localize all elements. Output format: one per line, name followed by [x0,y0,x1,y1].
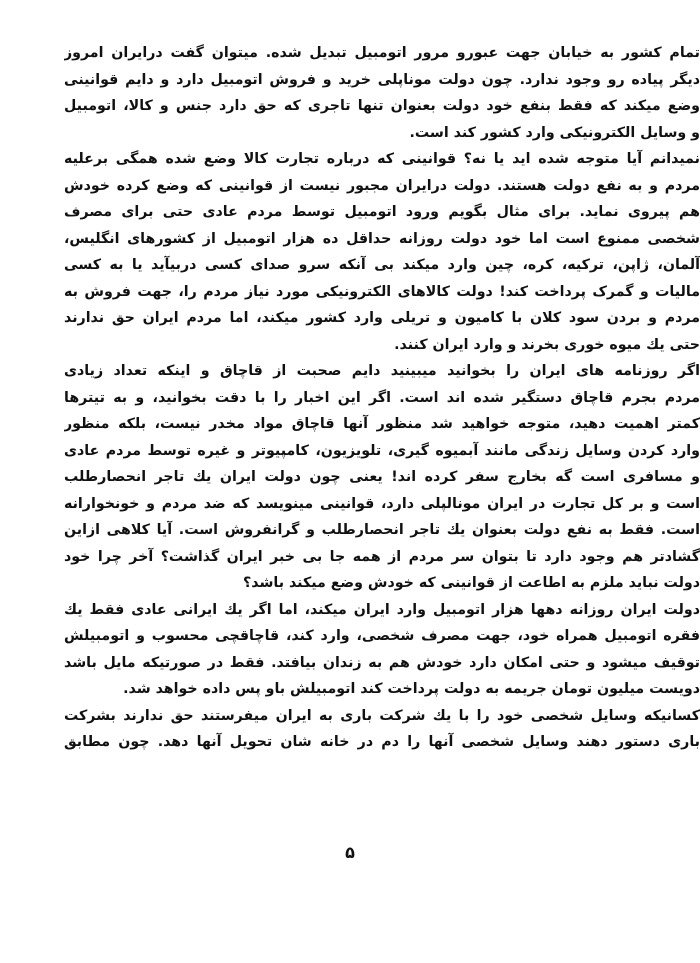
text-line: وضع میکند که فقط بنفع خود دولت بعنوان تنها تاجری که حق دارد جنس و کالا، اتومبیل [64,98,700,114]
body-text [64,40,700,756]
text-line: فقره اتومبیل همراه خود، جهت مصرف شخصی، وارد کند، قاچاقچی محسوب و اتومبیلش [64,628,700,644]
text-line: و وسایل الکترونیکی وارد کشور کند است. [409,124,700,141]
text-line: آلمان، ژاپن، ترکیه، کره، چین وارد میکند بی آنکه سرو صدای کسی دربیآید یا به کسی [64,257,700,273]
text-line: مردم و بردن سود کلان با کامیون و تریلی وارد کشور میکند، اما مردم ایران حق ندارند [64,310,700,326]
text-line: نمیدانم آیا متوجه شده اید یا نه؟ قوانینی که درباره تجارت کالا وضع شده همگی برعلیه [64,151,700,167]
text-line: باری دستور دهند وسایل شخصی آنها را دم در خانه شان تحویل آنها دهد. چون مطابق [64,734,700,750]
text-line: و مسافری است گه بخارج سفر کرده اند! یعنی چون دولت ایران یك تاجر انحصارطلب [64,469,700,485]
text-line: است و بر کل تجارت در ایران مونالپلی دارد، قوانینی مینویسد که ضد مردم و خونخوارانه [64,495,700,512]
text-line: مالیات و گمرک پرداخت کند! دولت کالاهای الکترونیکی مورد نیاز مردم را، جهت فروش به [64,283,700,300]
text-line: هم پیروی نماید. برای مثال بگویم ورود اتومبیل توسط مردم عادی حتی برای مصرف [64,204,700,220]
text-line: دولت ایران روزانه دهها هزار اتومبیل وارد ایران میکند، اما اگر یك ایرانی عادی فقط یك [64,601,700,618]
page-number: ۵ [345,843,355,862]
text-line: توقیف میشود و حتی امکان دارد خودش هم به زندان بیافتد. فقط در صورتیکه مایل باشد [64,654,700,671]
text-line: کمتر اهمیت دهید، متوجه خواهید شد منظور آنها قاچاق مواد مخدر نیست، بلکه منظور [64,416,700,432]
text-line: وارد کردن وسایل زندگی مانند آبمیوه گیری، تلویزیون، کامپیوتر و غیره توسط مردم عادی [64,442,700,459]
text-line: گشادتر هم وجود دارد تا بتوان سر مردم از همه جا بی خبر ایران گذاشت؟ آخر چرا خود [64,548,700,565]
text-line: شخصی ممنوع است اما خود دولت روزانه حداقل ده هزار اتومبیل از کشورهای انگلیس، [64,230,700,247]
text-line: است. فقط به نفع دولت بعنوان یك تاجر انحصارطلب و گرانفروش است. آیا کلاهی ازاین [64,522,700,538]
text-line: دویست میلیون تومان جریمه به دولت پرداخت کند اتومبیلش باو پس داده خواهد شد. [123,681,700,697]
text-line: اگر روزنامه های ایران را بخوانید میبینید دایم صحبت از قاچاق و اینکه تعداد زیادی [64,363,700,379]
text-line: دیگر پیاده رو وجود ندارد. چون دولت موناپلی خرید و فروش اتومبیل دارد و دایم قوانینی [64,71,700,88]
text-line: تمام کشور به خیابان جهت عبورو مرور اتومبیل تبدیل شده. میتوان گفت درایران امروز [64,45,700,61]
text-line: دولت نباید ملزم به اطاعت از قوانینی که خودش وضع میکند باشد؟ [243,575,700,591]
text-line: کسانیکه وسایل شخصی خود را با یك شرکت باری به ایران میفرستند حق ندارند بشرکت [64,707,700,724]
text-line: حتی یك میوه خوری بخرند و وارد ایران کنند. [394,336,700,353]
text-line: مردم بجرم قاچاق دستگیر شده اند است. اگر این اخبار را با دقت بخوانید، و به تیترها [64,389,700,406]
text-line: مردم و به نفع دولت هستند. دولت درایران مجبور نیست از قوانینی که وضع کرده خودش [64,177,700,194]
